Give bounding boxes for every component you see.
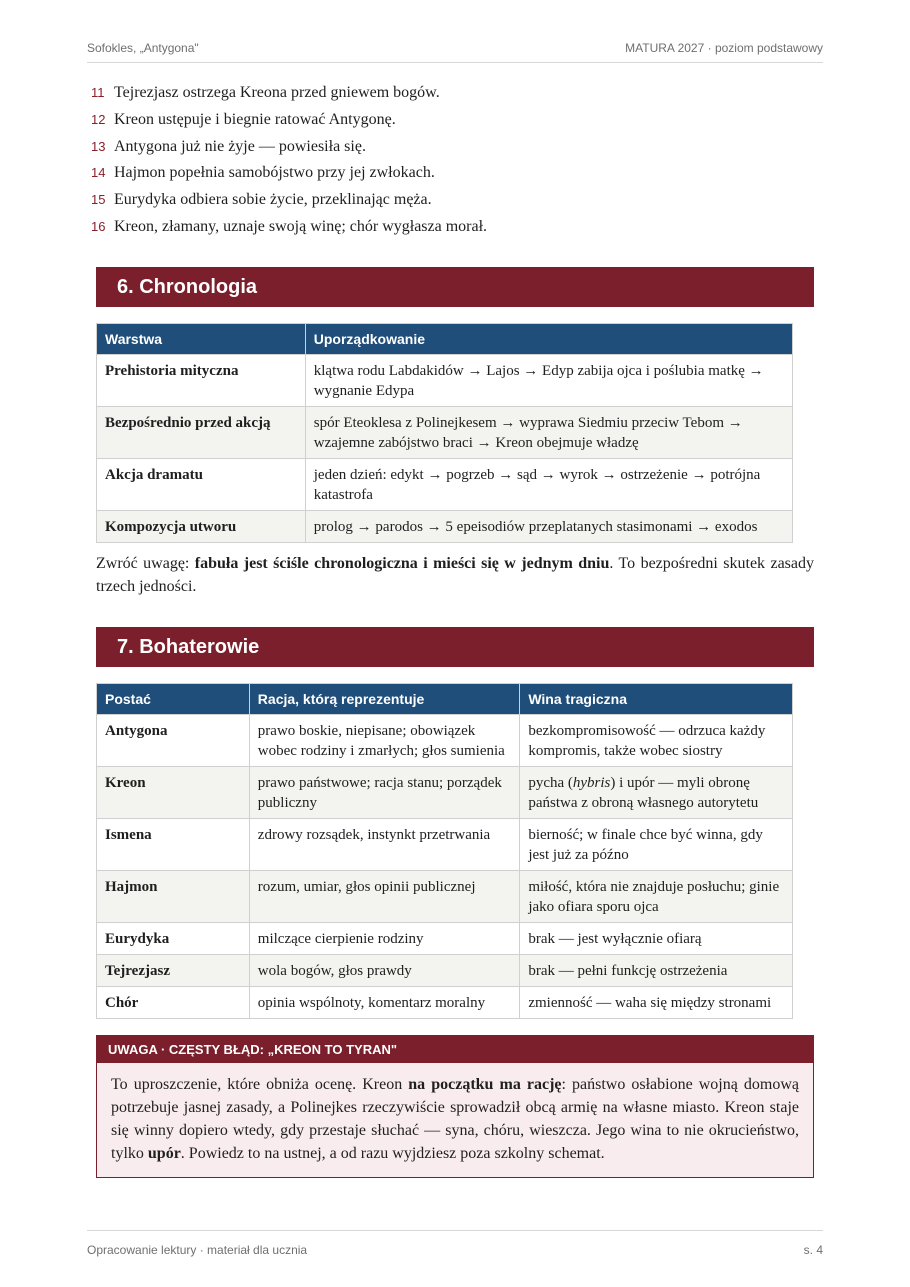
layer-cell: Akcja dramatu [97,458,306,510]
event-text: Kreon, złamany, uznaje swoją winę; chór wygłasza morał. [114,217,488,235]
table-row [97,714,793,766]
note-emphasis: fabuła jest ściśle chronologiczna i mieści się w jednym dniu [194,554,610,572]
character-guilt: zmienność — waha się między stronami [520,986,793,1018]
character-guilt: bezkompromisowość — odrzuca każdy kompromis, także wobec siostry [520,714,793,766]
table-row [97,458,793,510]
callout-text: : państwo osłabione wojną domową potrzebuje jasnej zasady, a Polinejkes rzeczywiście sprowadził obcą armię na własne miasto. Kreon staje się winny dopiero wtedy, gdy przestaje słuchać — syna, chóru, wieszcza. Jego wina to nie okrucieństwo, tylko [111,1075,799,1162]
footer-doc-label: Opracowanie lektury · materiał dla ucznia [87,1243,308,1257]
header-work-title: Sofokles, „Antygona" [87,41,199,55]
callout-body [97,1063,813,1177]
plot-event-list [91,84,814,245]
event-number: 13 [91,138,106,154]
event-text: Eurydyka odbiera sobie życie, przeklinając męża. [114,191,432,209]
layer-cell: Prehistoria mityczna [97,354,306,406]
table-row [97,766,793,818]
note-text: Zwróć uwagę: [96,554,195,572]
event-number: 15 [91,192,106,208]
list-item [91,218,814,245]
order-cell: spór Eteoklesa z Polinejkesem → wyprawa Siedmiu przeciw Tebom → wzajemne zabójstwo braci → Kreon obejmuje władzę [305,406,792,458]
character-reason: rozum, umiar, głos opinii publicznej [249,870,520,922]
table-row [97,870,793,922]
column-header: Uporządkowanie [305,323,792,354]
event-number: 11 [91,85,105,100]
event-text: Antygona już nie żyje — powiesiła się. [114,137,366,155]
column-header: Racja, którą reprezentuje [249,683,520,714]
character-guilt: brak — pełni funkcję ostrzeżenia [520,954,793,986]
list-item [91,84,814,111]
page-content [91,84,815,1178]
header-exam-label: MATURA 2027 · poziom podstawowy [625,41,823,55]
character-name: Antygona [97,714,250,766]
character-reason: prawo boskie, niepisane; obowiązek wobec rodziny i zmarłych; głos sumienia [249,714,520,766]
list-item [91,138,814,165]
character-reason: milczące cierpienie rodziny [249,922,520,954]
order-cell: prolog → parodos → 5 epeisodiów przeplatanych stasimonami → exodos [305,510,792,542]
list-item [91,164,814,191]
event-number: 16 [91,218,106,234]
column-header: Wina tragiczna [520,683,793,714]
layer-cell: Kompozycja utworu [97,510,306,542]
character-guilt [520,766,793,818]
table-row [97,954,793,986]
character-reason: zdrowy rozsądek, instynkt przetrwania [249,818,520,870]
column-header: Warstwa [97,323,306,354]
note-text: . To bezpośredni skutek zasady trzech jedności. [96,554,815,595]
list-item [91,111,814,138]
event-text: Kreon ustępuje i biegnie ratować Antygonę. [114,110,396,128]
table-row [97,354,793,406]
character-name: Chór [97,986,250,1018]
event-number: 12 [91,111,106,127]
warning-callout [96,1035,814,1178]
character-name: Tejrezjasz [97,954,250,986]
event-number: 14 [91,165,106,181]
callout-emphasis: na początku ma rację [408,1075,562,1093]
chronology-note [96,552,814,598]
characters-table [96,683,793,1019]
table-row [97,986,793,1018]
running-header [87,34,823,63]
callout-emphasis: upór [147,1144,181,1162]
callout-heading: UWAGA · CZĘSTY BŁĄD: „KREON TO TYRAN" [97,1036,813,1063]
character-reason: opinia wspólnoty, komentarz moralny [249,986,520,1018]
callout-text: . Powiedz to na ustnej, a od razu wyjdziesz poza szkolny schemat. [180,1144,605,1162]
order-cell: jeden dzień: edykt → pogrzeb → sąd → wyrok → ostrzeżenie → potrójna katastrofa [305,458,792,510]
running-footer [87,1230,823,1257]
character-name: Hajmon [97,870,250,922]
list-item [91,191,814,218]
table-row [97,510,793,542]
table-header-row [97,683,793,714]
character-guilt: bierność; w finale chce być winna, gdy jest już za późno [520,818,793,870]
event-text: Tejrezjasz ostrzega Kreona przed gniewem bogów. [114,84,440,101]
table-header-row [97,323,793,354]
guilt-text: pycha ( [528,774,573,791]
order-cell: klątwa rodu Labdakidów → Lajos → Edyp zabija ojca i poślubia matkę → wygnanie Edypa [305,354,792,406]
table-row [97,406,793,458]
character-reason: prawo państwowe; racja stanu; porządek publiczny [249,766,520,818]
guilt-text: ) i upór — myli obronę państwa z obroną własnego autorytetu [528,774,759,811]
chronology-table [96,323,793,543]
character-name: Ismena [97,818,250,870]
table-row [97,818,793,870]
character-guilt: brak — jest wyłącznie ofiarą [520,922,793,954]
section-heading-characters: 7. Bohaterowie [96,627,814,667]
guilt-term: hybris [572,774,611,791]
event-text: Hajmon popełnia samobójstwo przy jej zwłokach. [114,164,435,182]
character-reason: wola bogów, głos prawdy [249,954,520,986]
callout-text: To uproszczenie, które obniża ocenę. Kreon [111,1075,409,1093]
character-name: Kreon [97,766,250,818]
table-row [97,922,793,954]
layer-cell: Bezpośrednio przed akcją [97,406,306,458]
page-number: s. 4 [803,1243,823,1257]
column-header: Postać [97,683,250,714]
section-heading-chronology: 6. Chronologia [96,267,814,307]
character-name: Eurydyka [97,922,250,954]
character-guilt: miłość, która nie znajduje posłuchu; ginie jako ofiara sporu ojca [520,870,793,922]
